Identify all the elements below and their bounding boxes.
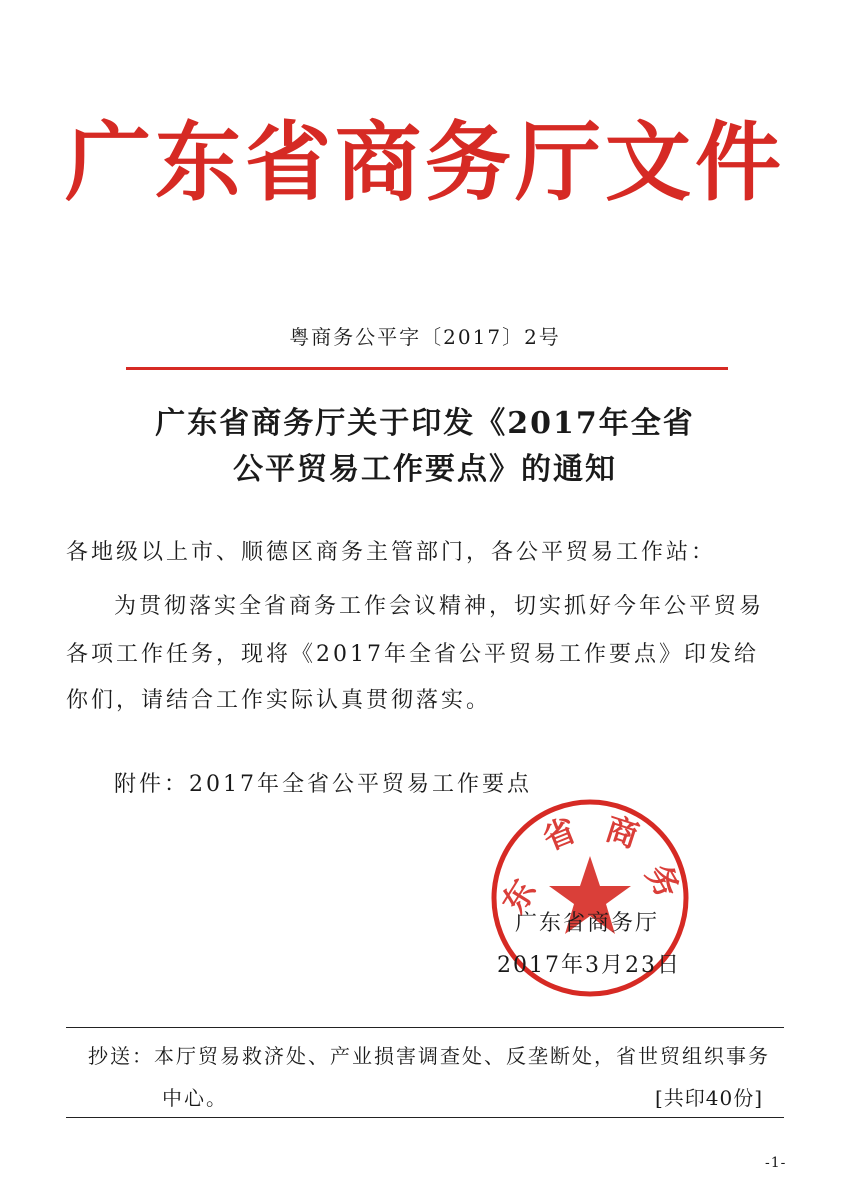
issuing-authority: 广东省商务厅 bbox=[515, 911, 660, 936]
document-masthead: 广东省商务厅文件 bbox=[65, 112, 785, 213]
cc-list-line-1: 抄送：本厅贸易救济处、产业损害调查处、反垄断处，省世贸组织事务 bbox=[88, 1044, 770, 1068]
body-paragraph-line-1: 为贯彻落实全省商务工作会议精神，切实抓好今年公平贸易 bbox=[114, 594, 765, 619]
svg-text:商: 商 bbox=[601, 809, 644, 856]
salutation: 各地级以上市、顺德区商务主管部门，各公平贸易工作站： bbox=[66, 540, 717, 565]
footer-bottom-rule bbox=[66, 1117, 784, 1118]
document-title-line-1: 广东省商务厅关于印发《2017年全省 bbox=[155, 406, 695, 441]
red-separator-line bbox=[126, 367, 728, 370]
svg-text:东: 东 bbox=[494, 872, 544, 921]
document-title-line-2: 公平贸易工作要点》的通知 bbox=[233, 452, 617, 487]
attachment-note: 附件：2017年全省公平贸易工作要点 bbox=[114, 772, 532, 797]
copies-count: [共印40份] bbox=[655, 1086, 764, 1110]
body-paragraph-line-3: 你们，请结合工作实际认真贯彻落实。 bbox=[66, 688, 492, 713]
svg-text:省: 省 bbox=[537, 810, 582, 858]
svg-text:务: 务 bbox=[638, 857, 688, 905]
document-number: 粤商务公平字〔2017〕2号 bbox=[289, 325, 561, 349]
cc-list-line-2: 中心。 bbox=[162, 1086, 228, 1110]
issue-date: 2017年3月23日 bbox=[497, 953, 681, 978]
page-number: -1- bbox=[765, 1155, 787, 1171]
body-paragraph-line-2: 各项工作任务，现将《2017年全省公平贸易工作要点》印发给 bbox=[66, 642, 759, 667]
footer-top-rule bbox=[66, 1027, 784, 1028]
